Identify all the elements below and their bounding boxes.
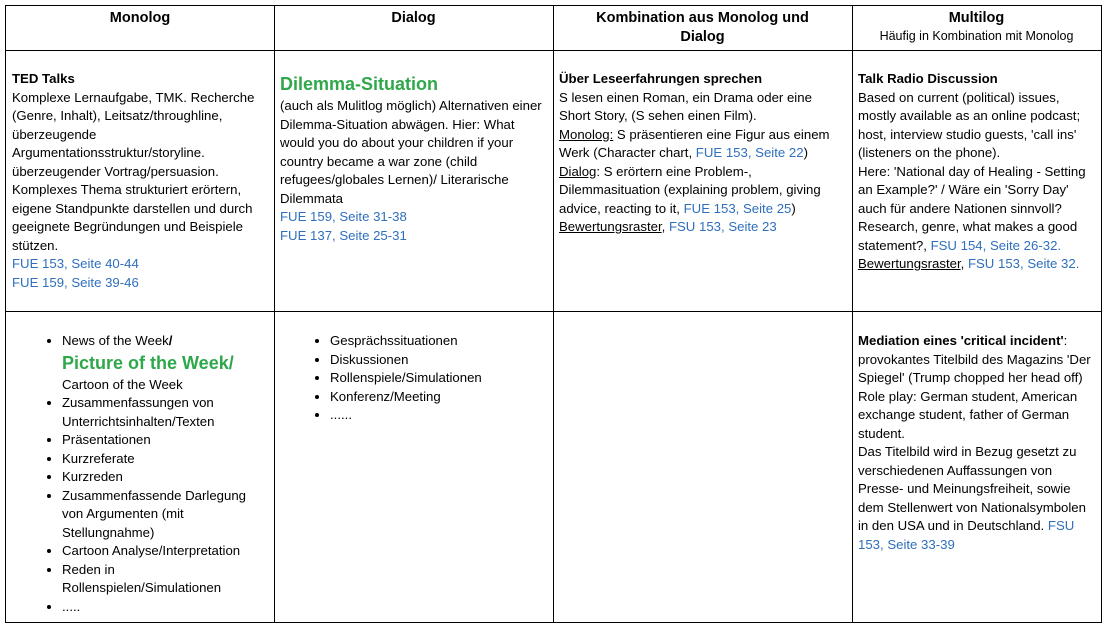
monolog-list [6, 332, 268, 616]
list-item: • ..... [62, 598, 268, 617]
list-item: • Kurzreferate [62, 450, 268, 469]
talk-radio-link[interactable]: FSU 154, Seite 26-32. [930, 237, 1062, 253]
list-item: • Reden in Rollenspielen/Simulationen [62, 561, 268, 598]
activity-table [5, 5, 1102, 623]
bewertungsraster-link[interactable]: Bewertungsraster [559, 219, 662, 234]
list-item: • Rollenspiele/Simulationen [330, 369, 547, 388]
header-multilog-subtitle: Häufig in Kombination mit Monolog [879, 29, 1074, 43]
cell-mediation [852, 332, 1101, 554]
ted-talks-link-2[interactable]: FUE 159, Seite 39-46 [12, 274, 139, 290]
ted-talks-text: Komplexe Lernaufgabe, TMK. Recherche (Genre, Inhalt), Leitsatz/throughline, überzeugende Argumentationsstruktur/storyline. überzeugender Vortrag/persuasion. Komplexes Thema strukturiert erörtern, eigene Standpunkte darstellen und durch geeignete Begründungen und Beispiele stützen. [12, 89, 255, 253]
picture-of-week: Picture of the Week/ [62, 352, 234, 373]
monolog-end: ) [803, 145, 808, 160]
dialog-end: ) [791, 200, 796, 216]
cartoon-of-week: Cartoon of the Week [62, 376, 183, 392]
mediation-text-2: Role play: German student, American exchange student, father of German student. [858, 388, 1078, 441]
list-item [62, 332, 268, 394]
talk-radio-raster-ref[interactable]: FSU 153, Seite 32. [967, 256, 1080, 271]
ted-talks-title: TED Talks [12, 71, 75, 86]
mediation-text-3 [858, 443, 1095, 554]
cell-ted-talks [6, 70, 274, 292]
mediation-text-1: provokantes Titelbild des Magazins 'Der Spiegel' (Trump chopped her head off) [858, 351, 1091, 385]
talk-radio-raster-link[interactable]: Bewertungsraster [858, 256, 961, 271]
mediation-link[interactable]: FSU 153, Seite 33-39 [858, 518, 1075, 552]
monolog-label: Monolog: [559, 126, 614, 142]
header-kombination: Kombination aus Monolog und Dialog [596, 10, 809, 45]
leseerfahrungen-title: Über Leseerfahrungen sprechen [559, 71, 763, 86]
talk-radio-raster-sep: , [960, 256, 968, 271]
list-item: • Konferenz/Meeting [330, 388, 547, 407]
news-of-week: News of the Week [62, 333, 169, 348]
dilemma-link-1[interactable]: FUE 159, Seite 31-38 [280, 209, 407, 224]
dilemma-link-2[interactable]: FUE 137, Seite 25-31 [280, 227, 407, 243]
leseerfahrungen-raster [559, 218, 846, 237]
header-multilog-title: Multilog [948, 10, 1005, 26]
talk-radio-raster [858, 255, 1095, 274]
header-multilog [852, 6, 1101, 50]
header-dialog: Dialog [391, 10, 436, 26]
cell-dialog-list [274, 332, 553, 425]
cell-monolog-list [6, 332, 274, 616]
leseerfahrungen-dialog [559, 163, 846, 219]
list-item: • Präsentationen [62, 431, 268, 450]
leseerfahrungen-monolog [559, 126, 846, 163]
raster-sep: , [661, 219, 669, 234]
news-slash: / [168, 333, 173, 348]
list-item: • Zusammenfassungen von Unterrichtsinhalten/Texten [62, 394, 268, 431]
dilemma-title: Dilemma-Situation [280, 74, 439, 94]
ted-talks-link-1[interactable]: FUE 153, Seite 40-44 [12, 256, 139, 271]
mediation-colon: : [1063, 333, 1068, 348]
list-item: • Zusammenfassende Darlegung von Argumenten (mit Stellungnahme) [62, 487, 268, 543]
cell-talk-radio [852, 70, 1101, 274]
dialog-label: Dialog [559, 163, 597, 179]
monolog-link[interactable]: FUE 153, Seite 22 [695, 145, 804, 160]
list-item: • ...... [330, 406, 547, 425]
mediation-text-3-body: Das Titelbild wird in Bezug gesetzt zu verschiedenen Auffassungen von Presse- und Meinungsfreiheit, sowie dem Stellenwert von Nationalsymbolen in den USA und in Deutschland. [858, 444, 1086, 533]
mediation-title: Mediation eines 'critical incident' [858, 333, 1064, 348]
talk-radio-text-2: Here: 'National day of Healing - Setting an Example?' / Wäre ein 'Sorry Day' auch für andere Nationen sinnvoll? [858, 163, 1086, 216]
leseerfahrungen-intro: S lesen einen Roman, ein Drama oder eine Short Story, (S sehen einen Film). [559, 89, 812, 123]
list-item: • Diskussionen [330, 351, 547, 370]
talk-radio-research: Research, genre, what makes a good statement?, [858, 219, 1078, 253]
monolog-text: S präsentieren eine Figur aus einem Werk (Character chart, [559, 126, 830, 160]
talk-radio-title: Talk Radio Discussion [858, 71, 998, 86]
talk-radio-text-1: Based on current (political) issues, mostly available as an online podcast; host, interview studio guests, 'call ins' (listeners on the phone). [858, 89, 1081, 160]
list-item: • Kurzreden [62, 468, 268, 487]
dialog-text: : S erörtern eine Problem-, Dilemmasituation (explaining problem, giving advice, reacting to it, [559, 163, 821, 216]
dialog-link[interactable]: FUE 153, Seite 25 [683, 200, 792, 216]
raster-link[interactable]: FSU 153, Seite 23 [668, 219, 777, 234]
cell-dilemma [274, 72, 553, 245]
row-divider [6, 311, 1101, 312]
row-divider [6, 50, 1101, 51]
talk-radio-text-3 [858, 218, 1095, 255]
mediation-heading [858, 332, 1095, 351]
list-item: • Cartoon Analyse/Interpretation [62, 542, 268, 561]
header-monolog: Monolog [109, 10, 171, 26]
cell-leseerfahrungen [553, 70, 852, 237]
list-item: • Gesprächssituationen [330, 332, 547, 351]
dilemma-text: (auch als Mulitlog möglich) Alternativen einer Dilemma-Situation abwägen. Hier: What would you do about your children if your country became a war zone (child refugees/globales Lernen)/ Literarische Dilemmata [280, 98, 542, 206]
dialog-list [274, 332, 547, 425]
